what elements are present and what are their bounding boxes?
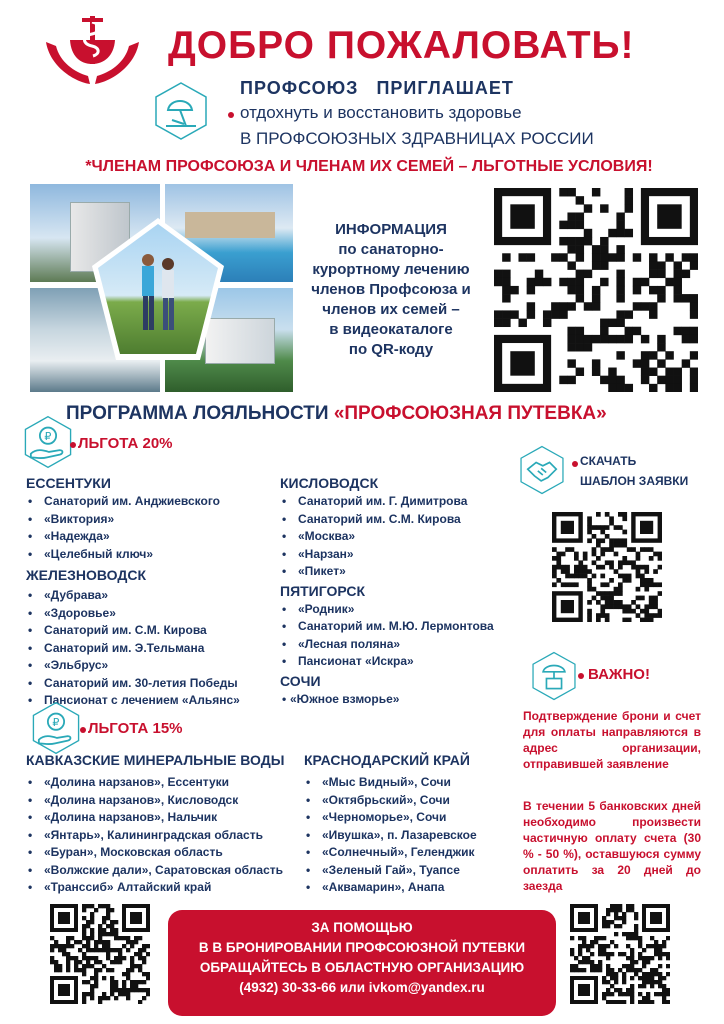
info-line: в видеокаталоге <box>329 321 453 338</box>
city-heading: ПЯТИГОРСК <box>280 582 366 599</box>
beach-umbrella-icon <box>150 80 212 142</box>
info-line: по QR-коду <box>348 341 434 358</box>
svg-text:₽: ₽ <box>52 717 60 730</box>
list-item: • Санаторий им. 30-летия Победы <box>26 675 281 693</box>
help-line-3: ОБРАЩАЙТЕСЬ В ОБЛАСТНУЮ ОРГАНИЗАЦИЮ <box>199 960 525 975</box>
list-item: • «Буран», Московская область <box>26 844 306 862</box>
city-heading: ЖЕЛЕЗНОВОДСК <box>26 567 147 583</box>
list-item: • «Москва» <box>280 528 520 546</box>
city-heading: ЕССЕНТУКИ <box>26 475 111 491</box>
city-heading: СОЧИ <box>280 672 321 689</box>
list-item: • Санаторий им. М.Ю. Лермонтова <box>280 618 520 636</box>
handshake-icon <box>516 444 568 496</box>
list-item: • «Родник» <box>280 601 520 619</box>
list-item: • Санаторий им. Э.Тельмана <box>26 640 281 658</box>
sanatorium-list <box>280 601 520 671</box>
benefit-20-left-column <box>26 475 281 710</box>
benefit-20-right-column <box>280 475 520 708</box>
list-item: • Санаторий им. Анджиевского <box>26 493 281 511</box>
download-line-2: ШАБЛОН ЗАЯВКИ <box>580 474 689 488</box>
sanatorium-list <box>26 587 281 710</box>
union-health-logo <box>40 12 145 90</box>
download-line-1: СКАЧАТЬ <box>580 454 637 468</box>
list-item: • «Надежда» <box>26 528 281 546</box>
list-item: • «Янтарь», Калининградская область <box>26 827 306 845</box>
bullet-dot <box>228 112 234 118</box>
loyalty-name: «ПРОФСОЮЗНАЯ ПУТЕВКА» <box>333 403 607 424</box>
list-item: • «Дубрава» <box>26 587 281 605</box>
list-item: • «Волжские дали», Саратовская область <box>26 862 306 880</box>
sanatorium-list <box>280 691 520 709</box>
list-item: • «Целебный ключ» <box>26 546 281 564</box>
list-item: • Санаторий им. С.М. Кирова <box>26 622 281 640</box>
list-item: • «Аквамарин», Анапа <box>304 879 514 897</box>
important-paragraph-1: Подтверждение брони и счет для оплаты направляются в адрес организации, отправившей заявление <box>523 709 701 771</box>
booking-help-box <box>168 910 556 1016</box>
bullet-dot <box>578 673 584 679</box>
list-item: • «Зеленый Гай», Туапсе <box>304 862 514 880</box>
list-item: • «Виктория» <box>26 511 281 529</box>
beach-bag-icon <box>528 650 580 702</box>
list-item: • «Пикет» <box>280 563 520 581</box>
svg-text:₽: ₽ <box>44 431 52 444</box>
bottom-left-qr-code[interactable] <box>50 904 150 1004</box>
list-item: • «Долина нарзанов», Нальчик <box>26 809 306 827</box>
hand-coin-icon <box>28 700 84 756</box>
info-line: по санаторно- <box>338 241 444 258</box>
region-heading: КРАСНОДАРСКИЙ КРАЙ <box>304 752 470 768</box>
download-template-link[interactable] <box>580 451 688 491</box>
list-item: • Пансионат с лечением «Альянс» <box>26 692 281 710</box>
list-item: • «Здоровье» <box>26 605 281 623</box>
sanatorium-list <box>26 774 306 897</box>
benefit-15-right-column <box>304 752 514 897</box>
list-item: • «Ивушка», п. Лазаревское <box>304 827 514 845</box>
bullet-dot <box>80 727 86 733</box>
members-note: *ЧЛЕНАМ ПРОФСОЮЗА И ЧЛЕНАМ ИХ СЕМЕЙ – ЛЬГОТНЫЕ УСЛОВИЯ! <box>85 158 653 175</box>
bullet-dot <box>572 461 578 467</box>
invite-line-1: ПРОФСОЮЗ ПРИГЛАШАЕТ <box>240 78 514 98</box>
list-item: • «Нарзан» <box>280 546 520 564</box>
page-title: ДОБРО ПОЖАЛОВАТЬ! <box>168 24 635 67</box>
list-item: • Санаторий им. Г. Димитрова <box>280 493 520 511</box>
sanatorium-list <box>280 493 520 581</box>
city-heading: КИСЛОВОДСК <box>280 475 379 491</box>
list-item: • «Солнечный», Геленджик <box>304 844 514 862</box>
sanatorium-list <box>304 774 514 897</box>
important-paragraph-2: В течении 5 банковских дней необходимо произвести частичную оплату счета (30 % - 50 %), оставшуюся сумму оплатить за 20 дней до заезда <box>523 799 701 893</box>
info-line: членов их семей – <box>322 301 460 318</box>
info-line: ИНФОРМАЦИЯ <box>335 221 447 238</box>
help-line-1: ЗА ПОМОЩЬЮ <box>311 920 413 935</box>
loyalty-program-heading <box>66 403 607 425</box>
video-catalog-qr-code[interactable] <box>494 188 698 392</box>
bullet-dot <box>70 442 76 448</box>
list-item: • «Лесная поляна» <box>280 636 520 654</box>
list-item: • «Южное взморье» <box>280 691 520 709</box>
couple-photo <box>88 214 228 364</box>
video-catalog-info <box>296 220 486 360</box>
sanatorium-list <box>26 493 281 563</box>
benefit-15-left-column <box>26 752 306 897</box>
hand-coin-icon <box>20 414 76 470</box>
region-heading: КАВКАЗСКИЕ МИНЕРАЛЬНЫЕ ВОДЫ <box>26 752 285 768</box>
loyalty-prefix: ПРОГРАММА ЛОЯЛЬНОСТИ <box>66 403 334 424</box>
important-heading: ВАЖНО! <box>588 666 650 683</box>
list-item: • Пансионат «Искра» <box>280 653 520 671</box>
list-item: • «Долина нарзанов», Кисловодск <box>26 792 306 810</box>
list-item: • «Транссиб» Алтайский край <box>26 879 306 897</box>
list-item: • «Эльбрус» <box>26 657 281 675</box>
info-line: членов Профсоюза и <box>311 281 471 298</box>
help-contact[interactable]: (4932) 30-33-66 или ivkom@yandex.ru <box>239 980 485 995</box>
list-item: • Санаторий им. С.М. Кирова <box>280 511 520 529</box>
invite-line-2: отдохнуть и восстановить здоровье <box>240 103 522 122</box>
benefit-15-label: ЛЬГОТА 15% <box>88 720 183 737</box>
list-item: • «Мыс Видный», Сочи <box>304 774 514 792</box>
benefit-20-label: ЛЬГОТА 20% <box>78 435 173 452</box>
application-template-qr-code[interactable] <box>552 512 662 622</box>
invite-line-3: В ПРОФСОЮЗНЫХ ЗДРАВНИЦАХ РОССИИ <box>240 129 594 148</box>
help-line-2: В В БРОНИРОВАНИИ ПРОФСОЮЗНОЙ ПУТЕВКИ <box>198 940 526 955</box>
list-item: • «Октябрьский», Сочи <box>304 792 514 810</box>
list-item: • «Долина нарзанов», Ессентуки <box>26 774 306 792</box>
bottom-right-qr-code[interactable] <box>570 904 670 1004</box>
list-item: • «Черноморье», Сочи <box>304 809 514 827</box>
info-line: курортному лечению <box>312 261 470 278</box>
